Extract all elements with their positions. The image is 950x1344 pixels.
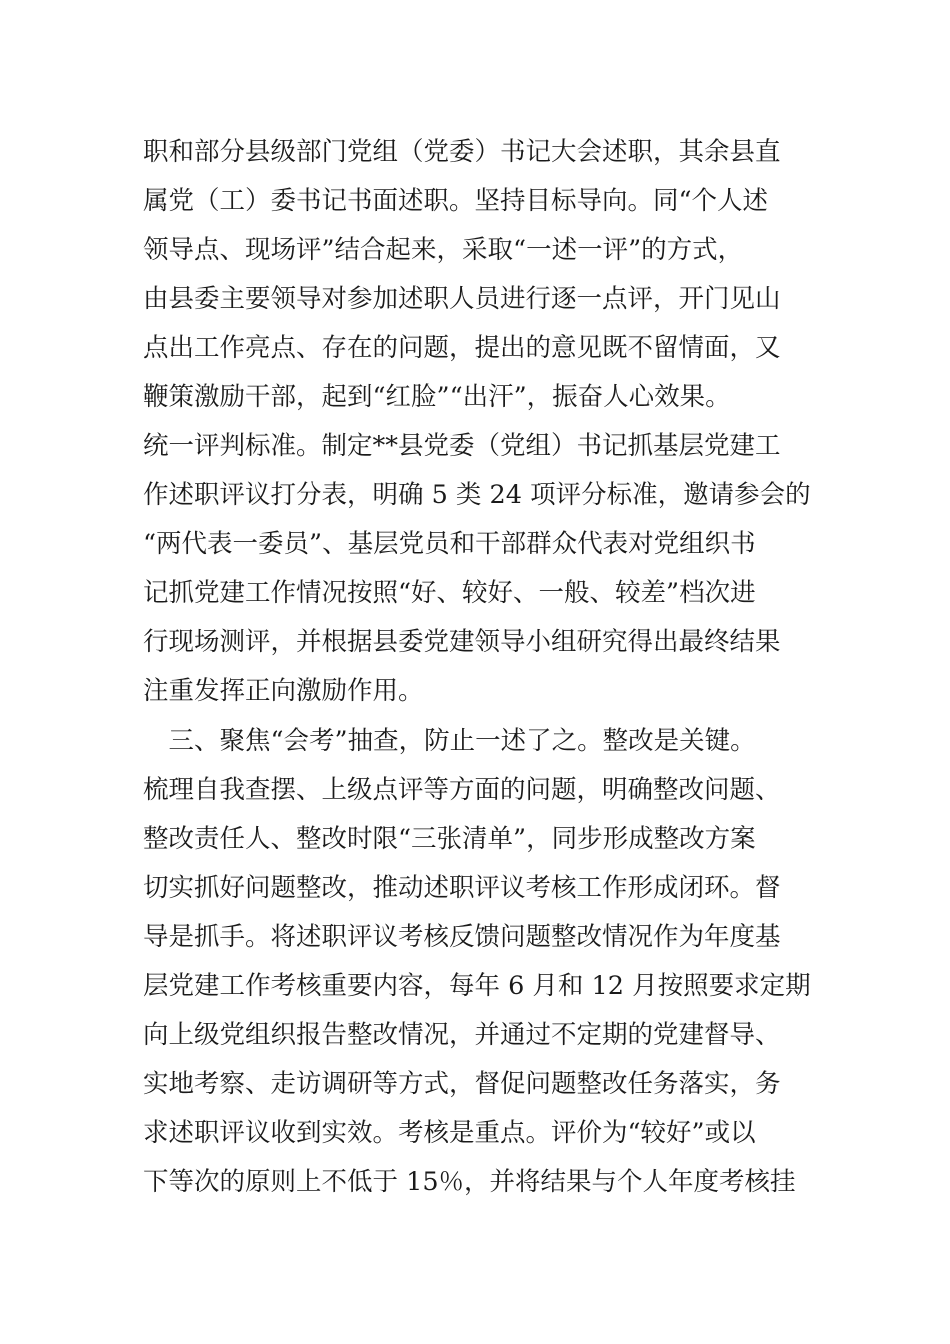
paragraph-line: 切实抓好问题整改，推动述职评议考核工作形成闭环。督 [143, 873, 781, 903]
paragraph-line: 实地考察、走访调研等方式，督促问题整改任务落实，务 [143, 1069, 781, 1099]
paragraph-line: “两代表一委员”、基层党员和干部群众代表对党组织书 [143, 529, 756, 559]
paragraph-line: 层党建工作考核重要内容，每年 6 月和 12 月按照要求定期 [143, 971, 811, 1001]
paragraph-line: 统一评判标准。制定**县党委（党组）书记抓基层党建工 [143, 431, 781, 461]
paragraph-2 [143, 717, 823, 1207]
paragraph-line: 点出工作亮点、存在的问题，提出的意见既不留情面，又 [143, 333, 781, 363]
paragraph-line: 求述职评议收到实效。考核是重点。评价为“较好”或以 [143, 1118, 756, 1148]
paragraph-line: 由县委主要领导对参加述职人员进行逐一点评，开门见山 [143, 284, 781, 314]
paragraph-line: 作述职评议打分表，明确 5 类 24 项评分标准，邀请参会的 [143, 480, 811, 510]
paragraph-line: 行现场测评，并根据县委党建领导小组研究得出最终结果 [143, 627, 781, 657]
paragraph-line: 向上级党组织报告整改情况，并通过不定期的党建督导、 [143, 1020, 781, 1050]
paragraph-line: 领导点、现场评”结合起来，采取“一述一评”的方式， [143, 235, 744, 265]
paragraph-line: 导是抓手。将述职评议考核反馈问题整改情况作为年度基 [143, 922, 781, 952]
paragraph-line: 梳理自我查摆、上级点评等方面的问题，明确整改问题、 [143, 775, 781, 805]
paragraph-line: 属党（工）委书记书面述职。坚持目标导向。同“个人述 [143, 186, 769, 216]
paragraph-line: 整改责任人、整改时限“三张清单”，同步形成整改方案 [143, 824, 756, 854]
section-heading-line: 三、聚焦“会考”抽查，防止一述了之。整改是关键。 [143, 726, 756, 756]
paragraph-line: 记抓党建工作情况按照“好、较好、一般、较差”档次进 [143, 578, 756, 608]
paragraph-line: 下等次的原则上不低于 15％，并将结果与个人年度考核挂 [143, 1167, 796, 1197]
paragraph-line: 鞭策激励干部，起到“红脸”“出汗”，振奋人心效果。 [143, 382, 731, 412]
paragraph-line: 注重发挥正向激励作用。 [143, 676, 424, 706]
paragraph-1 [143, 128, 823, 716]
paragraph-line: 职和部分县级部门党组（党委）书记大会述职，其余县直 [143, 137, 781, 167]
